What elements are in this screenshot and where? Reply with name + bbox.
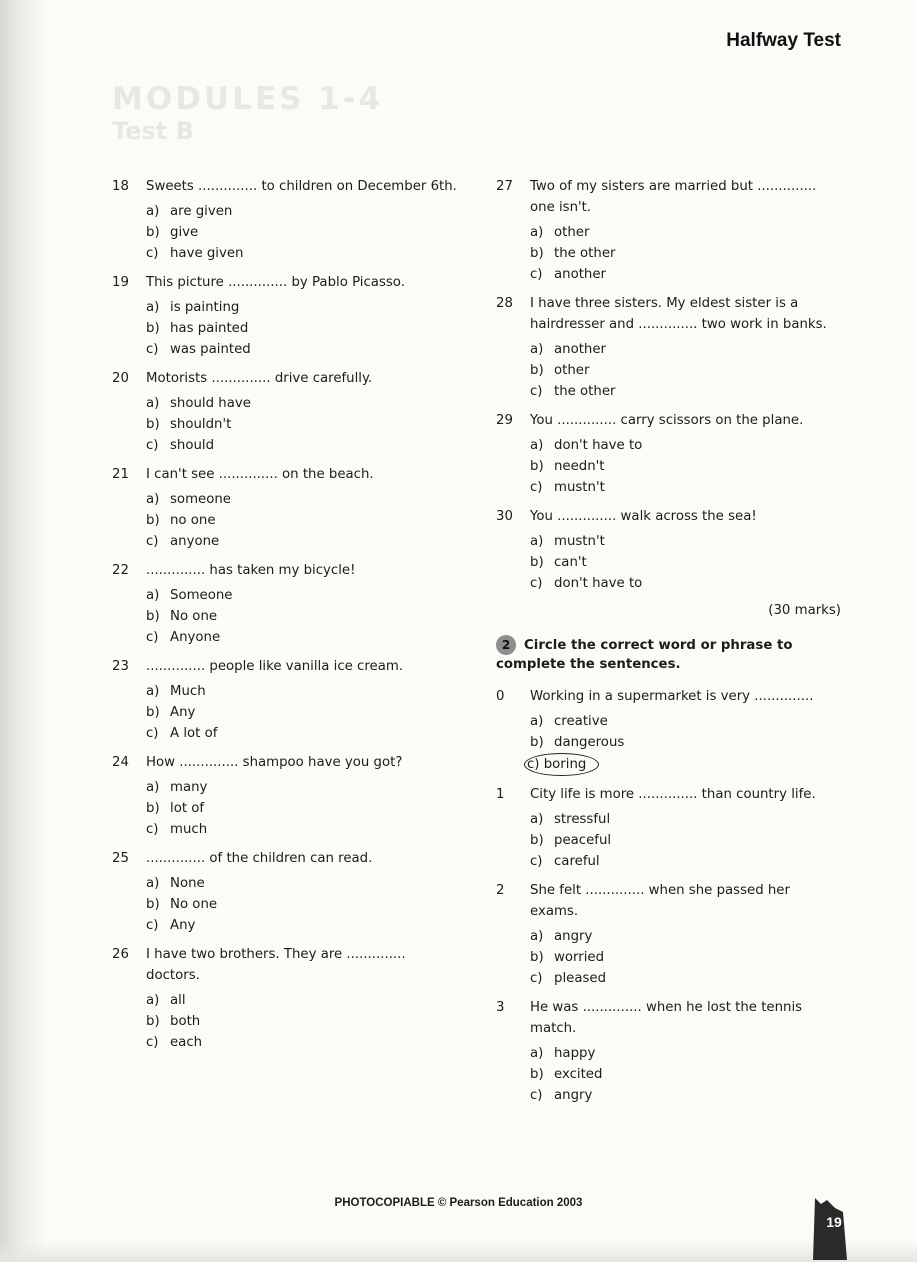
option-letter: a): [146, 780, 160, 795]
page-number-tab: [813, 1194, 849, 1260]
option-text: Much: [170, 684, 206, 699]
option-text: should have: [170, 396, 251, 411]
option-text: give: [170, 225, 199, 240]
question-item: [496, 880, 841, 989]
option-letter: a): [530, 714, 544, 729]
question-number: 24: [112, 755, 129, 770]
marks-total: (30 marks): [768, 603, 841, 618]
question-item: [496, 686, 841, 776]
question-text: Motorists .............. drive carefully.: [146, 371, 373, 386]
answer-option[interactable]: [146, 1032, 457, 1053]
answer-option[interactable]: [530, 809, 841, 830]
option-letter: a): [146, 588, 160, 603]
page-title: Halfway Test: [726, 30, 841, 51]
option-text: creative: [554, 714, 608, 729]
copyright-footer: PHOTOCOPIABLE © Pearson Education 2003: [334, 1197, 583, 1209]
answer-option[interactable]: [530, 222, 841, 243]
option-letter: b): [530, 363, 544, 378]
question-text: She felt .............. when she passed her exams.: [530, 883, 790, 919]
option-letter: c): [146, 1035, 159, 1050]
answer-option[interactable]: [146, 627, 457, 648]
option-text: Any: [170, 705, 196, 720]
question-number: 29: [496, 413, 513, 428]
option-text: pleased: [554, 971, 607, 986]
option-letter: c): [527, 757, 540, 772]
option-letter: a): [146, 876, 160, 891]
option-text: worried: [554, 950, 605, 965]
answer-option[interactable]: [530, 531, 841, 552]
question-text: You .............. walk across the sea!: [530, 509, 757, 524]
option-letter: c): [146, 534, 159, 549]
answer-option[interactable]: [530, 1043, 841, 1064]
option-text: careful: [554, 854, 600, 869]
option-text: No one: [170, 897, 218, 912]
option-text: boring: [543, 757, 587, 772]
answer-option[interactable]: [146, 894, 457, 915]
option-letter: a): [146, 204, 160, 219]
answer-option[interactable]: [146, 393, 457, 414]
left-column: [112, 176, 457, 1061]
answer-option[interactable]: [146, 201, 457, 222]
question-text: Two of my sisters are married but .............. one isn't.: [530, 179, 817, 215]
answer-option[interactable]: [146, 318, 457, 339]
answer-option[interactable]: [146, 435, 457, 456]
option-letter: c): [530, 384, 543, 399]
option-text: don't have to: [554, 438, 643, 453]
question-number: 19: [112, 275, 129, 290]
option-letter: a): [530, 812, 544, 827]
left-question-list: [112, 176, 457, 1053]
answer-option[interactable]: [146, 819, 457, 840]
question-number: 23: [112, 659, 129, 674]
faded-background-heading: [112, 82, 383, 145]
answer-option[interactable]: [530, 243, 841, 264]
option-letter: a): [530, 438, 544, 453]
option-text: A lot of: [170, 726, 218, 741]
option-letter: c): [530, 1088, 543, 1103]
question-item: [496, 410, 841, 498]
question-number: 21: [112, 467, 129, 482]
question-text: I have two brothers. They are .............. doctors.: [146, 947, 406, 983]
question-number: 22: [112, 563, 129, 578]
option-letter: c): [530, 971, 543, 986]
question-item: [496, 293, 841, 402]
option-text: anyone: [170, 534, 220, 549]
right-column: [496, 176, 841, 1114]
option-text: dangerous: [554, 735, 625, 750]
answer-option[interactable]: [530, 851, 841, 872]
option-text: another: [554, 342, 606, 357]
option-letter: b): [146, 513, 160, 528]
option-text: No one: [170, 609, 218, 624]
option-letter: a): [530, 225, 544, 240]
circled-answer: [524, 753, 599, 776]
question-item: [496, 176, 841, 285]
question-item: [112, 176, 457, 264]
answer-option[interactable]: [146, 873, 457, 894]
option-letter: c): [146, 630, 159, 645]
option-letter: b): [146, 321, 160, 336]
section-2-question-list: [496, 686, 841, 1106]
question-item: [112, 272, 457, 360]
answer-option[interactable]: [530, 732, 841, 753]
option-letter: b): [530, 735, 544, 750]
option-text: both: [170, 1014, 201, 1029]
question-text: I have three sisters. My eldest sister is a hairdresser and .............. two work in banks.: [530, 296, 827, 332]
question-number: 26: [112, 947, 129, 962]
answer-option[interactable]: [530, 552, 841, 573]
option-letter: a): [530, 1046, 544, 1061]
answer-option[interactable]: [146, 339, 457, 360]
answer-option[interactable]: [146, 414, 457, 435]
option-text: angry: [554, 929, 593, 944]
option-letter: b): [146, 417, 160, 432]
question-text: .............. has taken my bicycle!: [146, 563, 356, 578]
question-number: 25: [112, 851, 129, 866]
question-text: .............. people like vanilla ice cream.: [146, 659, 404, 674]
question-number: 20: [112, 371, 129, 386]
scan-edge-shadow: [0, 0, 46, 1262]
answer-option[interactable]: [530, 456, 841, 477]
answer-option[interactable]: [530, 264, 841, 285]
option-text: needn't: [554, 459, 605, 474]
answer-option[interactable]: [146, 990, 457, 1011]
question-number: 0: [496, 689, 505, 704]
option-letter: b): [530, 950, 544, 965]
answer-option[interactable]: [146, 510, 457, 531]
option-letter: c): [146, 246, 159, 261]
question-item: [496, 506, 841, 594]
option-letter: a): [146, 684, 160, 699]
option-text: the other: [554, 384, 616, 399]
answer-option[interactable]: [146, 681, 457, 702]
answer-option[interactable]: [530, 830, 841, 851]
question-item: [112, 560, 457, 648]
option-letter: c): [146, 822, 159, 837]
option-letter: c): [146, 918, 159, 933]
question-item: [496, 997, 841, 1106]
question-item: [112, 368, 457, 456]
question-text: This picture .............. by Pablo Picasso.: [146, 275, 405, 290]
option-text: no one: [170, 513, 216, 528]
answer-option[interactable]: [146, 531, 457, 552]
section-number-badge: 2: [496, 635, 516, 655]
option-text: peaceful: [554, 833, 612, 848]
question-number: 30: [496, 509, 513, 524]
option-letter: a): [530, 534, 544, 549]
page-number: 19: [826, 1214, 842, 1230]
option-letter: a): [530, 929, 544, 944]
option-letter: b): [146, 705, 160, 720]
faded-module-title: MODULES 1-4: [112, 81, 384, 117]
option-text: someone: [170, 492, 231, 507]
option-text: angry: [554, 1088, 593, 1103]
option-text: many: [170, 780, 208, 795]
question-text: Working in a supermarket is very ..............: [530, 689, 814, 704]
answer-option[interactable]: [530, 381, 841, 402]
option-text: Any: [170, 918, 196, 933]
question-item: [112, 656, 457, 744]
option-letter: b): [530, 459, 544, 474]
answer-option[interactable]: [146, 915, 457, 936]
question-item: [112, 752, 457, 840]
right-question-list: [496, 176, 841, 594]
question-text: How .............. shampoo have you got?: [146, 755, 403, 770]
option-text: all: [170, 993, 186, 1008]
answer-option[interactable]: [146, 606, 457, 627]
option-letter: b): [146, 225, 160, 240]
option-text: other: [554, 363, 590, 378]
answer-option[interactable]: [530, 1085, 841, 1106]
answer-option[interactable]: [146, 777, 457, 798]
option-letter: c): [146, 438, 159, 453]
section-2-instruction: [496, 635, 841, 674]
answer-option[interactable]: [530, 1064, 841, 1085]
option-letter: b): [146, 801, 160, 816]
option-text: Someone: [170, 588, 233, 603]
section-2-instruction-text: Circle the correct word or phrase to complete the sentences.: [496, 638, 793, 672]
question-number: 3: [496, 1000, 505, 1015]
option-letter: c): [530, 854, 543, 869]
answer-option[interactable]: [146, 585, 457, 606]
option-letter: c): [146, 726, 159, 741]
question-item: [112, 464, 457, 552]
question-text: I can't see .............. on the beach.: [146, 467, 374, 482]
answer-option[interactable]: [530, 339, 841, 360]
answer-option[interactable]: [530, 477, 841, 498]
answer-option[interactable]: [530, 711, 841, 732]
question-number: 2: [496, 883, 505, 898]
option-text: mustn't: [554, 534, 605, 549]
question-number: 1: [496, 787, 505, 802]
question-item: [496, 784, 841, 872]
option-letter: b): [530, 246, 544, 261]
option-letter: b): [146, 897, 160, 912]
answer-option[interactable]: [530, 968, 841, 989]
answer-option[interactable]: [530, 926, 841, 947]
answer-option[interactable]: [527, 753, 841, 776]
answer-option[interactable]: [146, 489, 457, 510]
option-letter: b): [530, 1067, 544, 1082]
option-text: can't: [554, 555, 587, 570]
option-text: None: [170, 876, 205, 891]
faded-test-title: Test B: [112, 116, 194, 145]
option-text: have given: [170, 246, 244, 261]
option-text: has painted: [170, 321, 249, 336]
question-number: 27: [496, 179, 513, 194]
option-text: the other: [554, 246, 616, 261]
option-text: happy: [554, 1046, 596, 1061]
option-text: excited: [554, 1067, 603, 1082]
option-letter: c): [530, 480, 543, 495]
question-text: You .............. carry scissors on the plane.: [530, 413, 804, 428]
answer-option[interactable]: [530, 573, 841, 594]
answer-option[interactable]: [146, 723, 457, 744]
answer-option[interactable]: [146, 222, 457, 243]
option-letter: c): [530, 267, 543, 282]
answer-option[interactable]: [146, 1011, 457, 1032]
scan-bottom-shadow: [0, 1240, 917, 1262]
option-letter: c): [146, 342, 159, 357]
question-number: 28: [496, 296, 513, 311]
option-text: another: [554, 267, 606, 282]
question-text: He was .............. when he lost the tennis match.: [530, 1000, 803, 1036]
option-text: lot of: [170, 801, 205, 816]
option-letter: b): [530, 555, 544, 570]
question-number: 18: [112, 179, 129, 194]
option-text: should: [170, 438, 215, 453]
question-item: [112, 848, 457, 936]
option-letter: c): [530, 576, 543, 591]
option-letter: a): [146, 492, 160, 507]
option-letter: b): [146, 1014, 160, 1029]
answer-option[interactable]: [146, 702, 457, 723]
question-item: [112, 944, 457, 1053]
answer-option[interactable]: [146, 243, 457, 264]
answer-option[interactable]: [530, 435, 841, 456]
option-text: was painted: [170, 342, 251, 357]
option-letter: a): [146, 396, 160, 411]
option-text: mustn't: [554, 480, 605, 495]
option-letter: b): [146, 609, 160, 624]
answer-option[interactable]: [146, 798, 457, 819]
option-text: is painting: [170, 300, 240, 315]
answer-option[interactable]: [530, 360, 841, 381]
question-text: City life is more .............. than country life.: [530, 787, 816, 802]
option-text: are given: [170, 204, 233, 219]
answer-option[interactable]: [530, 947, 841, 968]
option-text: stressful: [554, 812, 611, 827]
question-text: .............. of the children can read.: [146, 851, 373, 866]
option-letter: a): [146, 300, 160, 315]
option-text: shouldn't: [170, 417, 232, 432]
question-text: Sweets .............. to children on December 6th.: [146, 179, 457, 194]
option-letter: b): [530, 833, 544, 848]
option-letter: a): [146, 993, 160, 1008]
option-text: don't have to: [554, 576, 643, 591]
option-text: Anyone: [170, 630, 221, 645]
option-text: each: [170, 1035, 203, 1050]
option-text: much: [170, 822, 208, 837]
option-text: other: [554, 225, 590, 240]
option-letter: a): [530, 342, 544, 357]
answer-option[interactable]: [146, 297, 457, 318]
